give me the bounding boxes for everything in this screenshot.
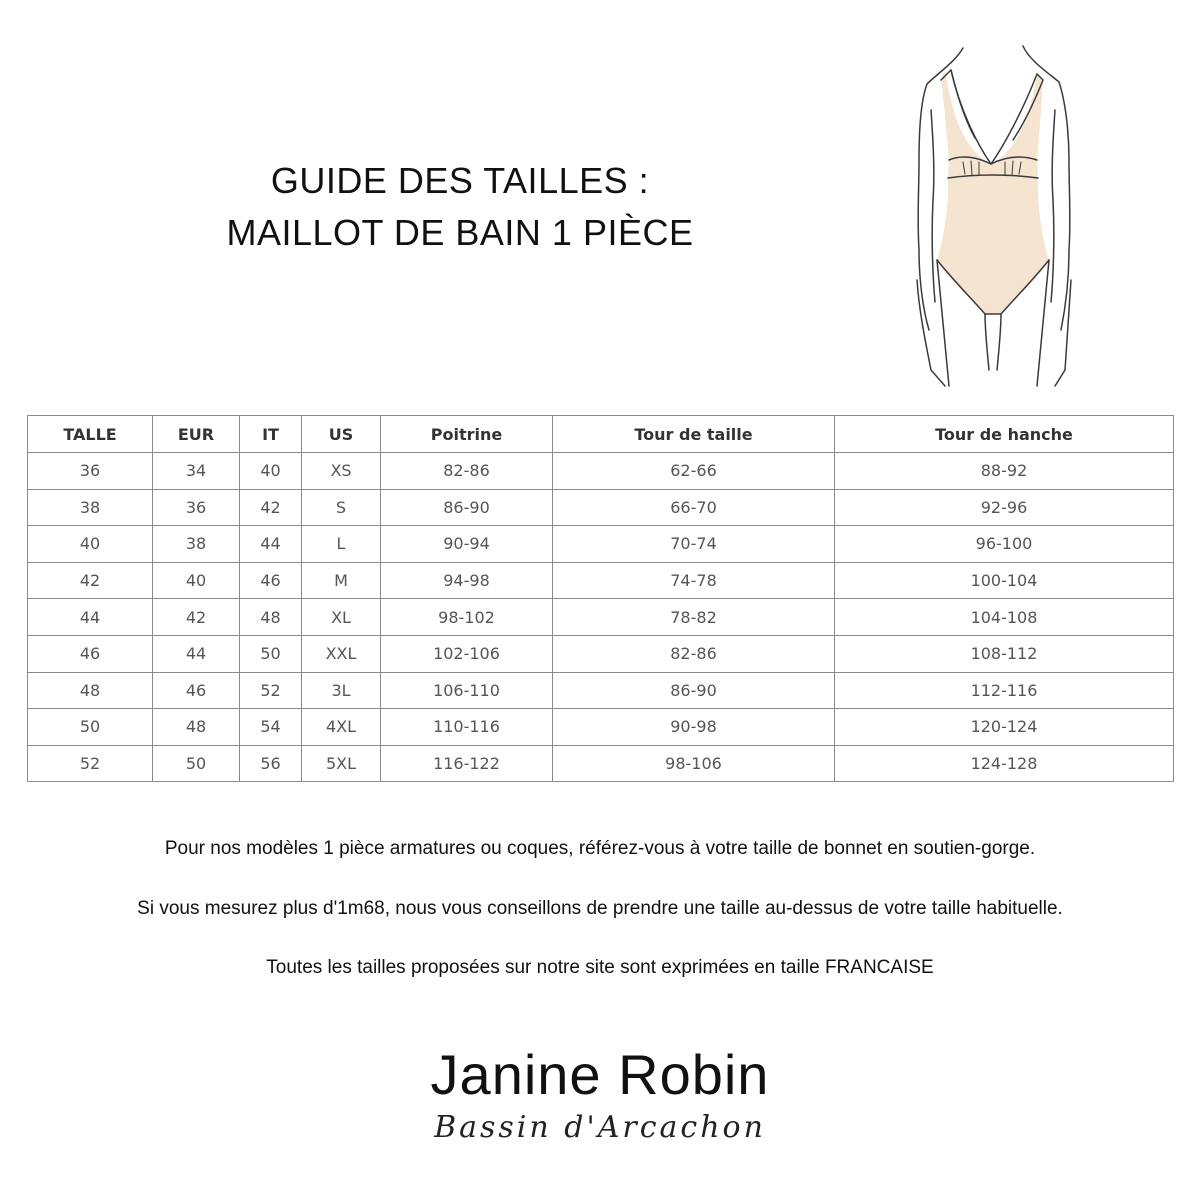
- page-title-line-2: MAILLOT DE BAIN 1 PIÈCE: [226, 212, 694, 253]
- cell-poitrine: 102-106: [381, 635, 553, 672]
- note-armatures: Pour nos modèles 1 pièce armatures ou coques, référez-vous à votre taille de bonnet en soutien-gorge.: [164, 838, 1036, 859]
- cell-tour-de-taille: 74-78: [553, 562, 835, 599]
- cell-us: L: [302, 526, 381, 563]
- page-title-line-1: GUIDE DES TAILLES :: [270, 160, 650, 201]
- cell-eur: 40: [153, 562, 240, 599]
- cell-tour-de-hanche: 92-96: [835, 489, 1174, 526]
- table-row: [28, 709, 1174, 746]
- left-leg: [937, 260, 949, 386]
- right-inner-arm: [1051, 110, 1055, 302]
- cell-tour-de-hanche: 100-104: [835, 562, 1174, 599]
- cell-tour-de-taille: 78-82: [553, 599, 835, 636]
- cell-it: 54: [240, 709, 302, 746]
- cell-talle: 48: [28, 672, 153, 709]
- cell-eur: 36: [153, 489, 240, 526]
- table-header-row: [28, 416, 1174, 453]
- cell-tour-de-hanche: 96-100: [835, 526, 1174, 563]
- table-row: [28, 526, 1174, 563]
- cell-us: XS: [302, 453, 381, 490]
- cell-eur: 44: [153, 635, 240, 672]
- header-it: IT: [240, 416, 302, 453]
- table-row: [28, 599, 1174, 636]
- note-french-sizing: Toutes les tailles proposées sur notre site sont exprimées en taille FRANCAISE: [266, 957, 934, 978]
- cell-poitrine: 90-94: [381, 526, 553, 563]
- cell-poitrine: 94-98: [381, 562, 553, 599]
- cell-us: S: [302, 489, 381, 526]
- cell-it: 56: [240, 745, 302, 782]
- cell-tour-de-taille: 66-70: [553, 489, 835, 526]
- cell-it: 42: [240, 489, 302, 526]
- cell-tour-de-hanche: 124-128: [835, 745, 1174, 782]
- cell-us: XL: [302, 599, 381, 636]
- one-piece-swimsuit-illustration: [905, 40, 1085, 390]
- cell-it: 46: [240, 562, 302, 599]
- cell-it: 50: [240, 635, 302, 672]
- table-row: [28, 562, 1174, 599]
- cell-it: 48: [240, 599, 302, 636]
- cell-eur: 34: [153, 453, 240, 490]
- cell-us: XXL: [302, 635, 381, 672]
- cell-talle: 52: [28, 745, 153, 782]
- cell-talle: 50: [28, 709, 153, 746]
- cell-us: 5XL: [302, 745, 381, 782]
- cell-us: M: [302, 562, 381, 599]
- brand-logo-tagline: Bassin d'Arcachon: [434, 1110, 766, 1145]
- table-row: [28, 672, 1174, 709]
- note-height-advice: Si vous mesurez plus d'1m68, nous vous conseillons de prendre une taille au-dessus de votre taille habituelle.: [137, 898, 1063, 919]
- cell-poitrine: 82-86: [381, 453, 553, 490]
- left-inner-arm: [931, 110, 935, 302]
- cell-poitrine: 86-90: [381, 489, 553, 526]
- cell-talle: 44: [28, 599, 153, 636]
- cell-tour-de-hanche: 88-92: [835, 453, 1174, 490]
- right-lower-arm: [1055, 280, 1071, 386]
- header-tour-de-hanche: Tour de hanche: [835, 416, 1174, 453]
- cell-eur: 46: [153, 672, 240, 709]
- size-table: [27, 415, 1174, 782]
- right-leg: [1037, 260, 1049, 386]
- cell-talle: 46: [28, 635, 153, 672]
- cell-tour-de-hanche: 104-108: [835, 599, 1174, 636]
- table-row: [28, 635, 1174, 672]
- cell-talle: 38: [28, 489, 153, 526]
- cell-poitrine: 116-122: [381, 745, 553, 782]
- cell-tour-de-hanche: 120-124: [835, 709, 1174, 746]
- cell-poitrine: 106-110: [381, 672, 553, 709]
- table-row: [28, 745, 1174, 782]
- cell-us: 4XL: [302, 709, 381, 746]
- cell-talle: 40: [28, 526, 153, 563]
- cell-poitrine: 98-102: [381, 599, 553, 636]
- header-poitrine: Poitrine: [381, 416, 553, 453]
- cell-eur: 48: [153, 709, 240, 746]
- cell-poitrine: 110-116: [381, 709, 553, 746]
- cell-us: 3L: [302, 672, 381, 709]
- inner-legs: [985, 314, 1001, 370]
- header-eur: EUR: [153, 416, 240, 453]
- cell-tour-de-taille: 70-74: [553, 526, 835, 563]
- cell-eur: 50: [153, 745, 240, 782]
- table-row: [28, 489, 1174, 526]
- table-row: [28, 453, 1174, 490]
- header-talle: TALLE: [28, 416, 153, 453]
- cell-talle: 42: [28, 562, 153, 599]
- cell-tour-de-taille: 90-98: [553, 709, 835, 746]
- cell-tour-de-hanche: 112-116: [835, 672, 1174, 709]
- cell-talle: 36: [28, 453, 153, 490]
- header-us: US: [302, 416, 381, 453]
- cell-tour-de-hanche: 108-112: [835, 635, 1174, 672]
- page-title: [160, 155, 760, 259]
- cell-tour-de-taille: 62-66: [553, 453, 835, 490]
- header-tour-de-taille: Tour de taille: [553, 416, 835, 453]
- cell-eur: 42: [153, 599, 240, 636]
- cell-it: 44: [240, 526, 302, 563]
- cell-tour-de-taille: 82-86: [553, 635, 835, 672]
- cell-tour-de-taille: 98-106: [553, 745, 835, 782]
- cell-it: 52: [240, 672, 302, 709]
- cell-tour-de-taille: 86-90: [553, 672, 835, 709]
- cell-eur: 38: [153, 526, 240, 563]
- brand-logo-name: Janine Robin: [430, 1043, 770, 1106]
- cell-it: 40: [240, 453, 302, 490]
